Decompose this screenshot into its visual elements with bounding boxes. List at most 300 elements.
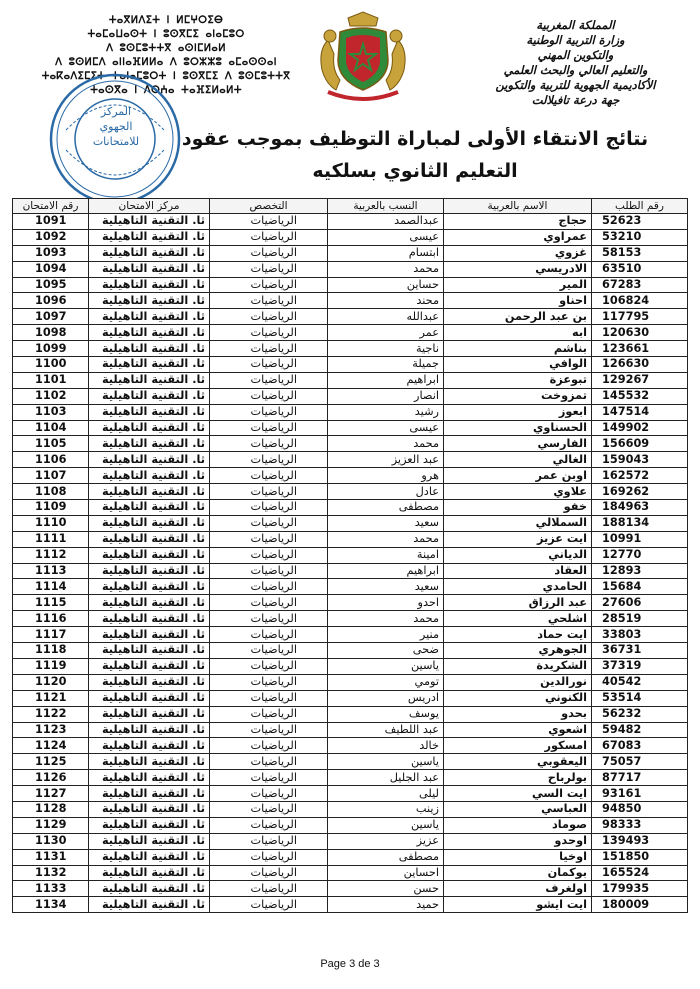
request-no-cell: 151850 xyxy=(592,849,688,865)
exam-no-cell: 1096 xyxy=(13,293,89,309)
last-name-cell: تبوعزة xyxy=(444,372,592,388)
exam-center-cell: ثا. التقنية التاهيلية xyxy=(89,388,210,404)
specialty-cell: الرياضيات xyxy=(210,404,328,420)
first-name-cell: ناجية xyxy=(328,341,444,357)
table-row xyxy=(13,261,688,277)
last-name-cell: بناشم xyxy=(444,341,592,357)
exam-center-cell: ثا. التقنية التاهيلية xyxy=(89,643,210,659)
specialty-cell: الرياضيات xyxy=(210,738,328,754)
specialty-cell: الرياضيات xyxy=(210,515,328,531)
exam-no-cell: 1126 xyxy=(13,770,89,786)
last-name-cell: الكنوني xyxy=(444,690,592,706)
table-row xyxy=(13,706,688,722)
exam-no-cell: 1106 xyxy=(13,452,89,468)
specialty-cell: الرياضيات xyxy=(210,214,328,230)
table-row xyxy=(13,738,688,754)
specialty-cell: الرياضيات xyxy=(210,881,328,897)
exam-center-cell: ثا. التقنية التاهيلية xyxy=(89,595,210,611)
first-name-cell: عبد الجليل xyxy=(328,770,444,786)
table-row xyxy=(13,372,688,388)
first-name-cell: امينة xyxy=(328,547,444,563)
specialty-cell: الرياضيات xyxy=(210,627,328,643)
exam-center-cell: ثا. التقنية التاهيلية xyxy=(89,436,210,452)
exam-no-cell: 1091 xyxy=(13,214,89,230)
table-row xyxy=(13,563,688,579)
arabic-header-line: والتعليم العالي والبحث العلمي xyxy=(503,63,648,77)
specialty-cell: الرياضيات xyxy=(210,547,328,563)
table-row xyxy=(13,849,688,865)
request-no-cell: 98333 xyxy=(592,817,688,833)
exam-center-cell: ثا. التقنية التاهيلية xyxy=(89,515,210,531)
exam-no-cell: 1121 xyxy=(13,690,89,706)
exam-center-cell: ثا. التقنية التاهيلية xyxy=(89,611,210,627)
request-no-cell: 145532 xyxy=(592,388,688,404)
first-name-cell: يوسف xyxy=(328,706,444,722)
first-name-cell: عادل xyxy=(328,484,444,500)
last-name-cell: الحامدي xyxy=(444,579,592,595)
exam-center-cell: ثا. التقنية التاهيلية xyxy=(89,214,210,230)
exam-center-cell: ثا. التقنية التاهيلية xyxy=(89,468,210,484)
request-no-cell: 126630 xyxy=(592,357,688,373)
column-header-exam-center: مركز الامتحان xyxy=(89,199,210,214)
specialty-cell: الرياضيات xyxy=(210,754,328,770)
table-row xyxy=(13,468,688,484)
last-name-cell: عمراوي xyxy=(444,229,592,245)
specialty-cell: الرياضيات xyxy=(210,817,328,833)
exam-no-cell: 1134 xyxy=(13,897,89,913)
document-title: نتائج الانتقاء الأولى لمباراة التوظيف بموجب عقود xyxy=(181,128,649,150)
exam-no-cell: 1110 xyxy=(13,515,89,531)
request-no-cell: 56232 xyxy=(592,706,688,722)
exam-center-cell: ثا. التقنية التاهيلية xyxy=(89,722,210,738)
last-name-cell: اولغرف xyxy=(444,881,592,897)
specialty-cell: الرياضيات xyxy=(210,341,328,357)
last-name-cell: الجوهري xyxy=(444,643,592,659)
request-no-cell: 179935 xyxy=(592,881,688,897)
exam-no-cell: 1107 xyxy=(13,468,89,484)
exam-center-cell: ثا. التقنية التاهيلية xyxy=(89,245,210,261)
specialty-cell: الرياضيات xyxy=(210,293,328,309)
request-no-cell: 87717 xyxy=(592,770,688,786)
exam-center-cell: ثا. التقنية التاهيلية xyxy=(89,261,210,277)
last-name-cell: المير xyxy=(444,277,592,293)
table-row xyxy=(13,452,688,468)
exam-no-cell: 1118 xyxy=(13,643,89,659)
request-no-cell: 180009 xyxy=(592,897,688,913)
last-name-cell: علاوي xyxy=(444,484,592,500)
request-no-cell: 36731 xyxy=(592,643,688,659)
table-row xyxy=(13,881,688,897)
table-row xyxy=(13,643,688,659)
last-name-cell: بحدو xyxy=(444,706,592,722)
exam-no-cell: 1116 xyxy=(13,611,89,627)
stamp-line: للامتحانات xyxy=(92,135,140,148)
specialty-cell: الرياضيات xyxy=(210,452,328,468)
table-header-row xyxy=(13,199,688,214)
first-name-cell: ابراهيم xyxy=(328,563,444,579)
last-name-cell: تمزوخت xyxy=(444,388,592,404)
first-name-cell: حسن xyxy=(328,881,444,897)
table-row xyxy=(13,404,688,420)
request-no-cell: 165524 xyxy=(592,865,688,881)
table-row xyxy=(13,897,688,913)
specialty-cell: الرياضيات xyxy=(210,706,328,722)
specialty-cell: الرياضيات xyxy=(210,897,328,913)
request-no-cell: 147514 xyxy=(592,404,688,420)
request-no-cell: 139493 xyxy=(592,833,688,849)
arabic-header-line: الأكاديمية الجهوية للتربية والتكوين xyxy=(495,78,656,92)
exam-no-cell: 1114 xyxy=(13,579,89,595)
request-no-cell: 37319 xyxy=(592,658,688,674)
last-name-cell: الشكريدة xyxy=(444,658,592,674)
request-no-cell: 117795 xyxy=(592,309,688,325)
request-no-cell: 12770 xyxy=(592,547,688,563)
exam-center-cell: ثا. التقنية التاهيلية xyxy=(89,277,210,293)
request-no-cell: 53210 xyxy=(592,229,688,245)
tifinagh-line: ⵜⴰⴳⵍⴷⵉⵜ ⵏ ⵍⵎⵖⵔⵉⴱ xyxy=(108,15,224,26)
stamp-text xyxy=(86,104,146,149)
table-row xyxy=(13,277,688,293)
last-name-cell: صوماد xyxy=(444,817,592,833)
first-name-cell: عزيز xyxy=(328,833,444,849)
first-name-cell: حساين xyxy=(328,277,444,293)
first-name-cell: ياسين xyxy=(328,754,444,770)
exam-center-cell: ثا. التقنية التاهيلية xyxy=(89,579,210,595)
table-row xyxy=(13,420,688,436)
exam-no-cell: 1097 xyxy=(13,309,89,325)
specialty-cell: الرياضيات xyxy=(210,484,328,500)
exam-center-cell: ثا. التقنية التاهيلية xyxy=(89,309,210,325)
last-name-cell: عبد الرزاق xyxy=(444,595,592,611)
request-no-cell: 67283 xyxy=(592,277,688,293)
specialty-cell: الرياضيات xyxy=(210,436,328,452)
first-name-cell: عيسى xyxy=(328,420,444,436)
column-header-specialty: التخصص xyxy=(210,199,328,214)
specialty-cell: الرياضيات xyxy=(210,468,328,484)
table-row xyxy=(13,833,688,849)
specialty-cell: الرياضيات xyxy=(210,372,328,388)
exam-center-cell: ثا. التقنية التاهيلية xyxy=(89,531,210,547)
exam-no-cell: 1101 xyxy=(13,372,89,388)
specialty-cell: الرياضيات xyxy=(210,595,328,611)
first-name-cell: ياسين xyxy=(328,658,444,674)
first-name-cell: سعيد xyxy=(328,579,444,595)
table-row xyxy=(13,341,688,357)
arabic-ministry-header xyxy=(473,18,678,108)
table-row xyxy=(13,865,688,881)
first-name-cell: عبد اللطيف xyxy=(328,722,444,738)
request-no-cell: 63510 xyxy=(592,261,688,277)
exam-center-cell: ثا. التقنية التاهيلية xyxy=(89,452,210,468)
tifinagh-line: ⵜⴰⵙⴳⴰ ⵏ ⴷⵔⵄⴰ ⵜⴰⴼⵉⵍⴰⵍⵜ xyxy=(90,85,242,96)
arabic-header-line: جهة درعة تافيلالت xyxy=(531,93,620,107)
specialty-cell: الرياضيات xyxy=(210,261,328,277)
first-name-cell: حميد xyxy=(328,897,444,913)
exam-no-cell: 1124 xyxy=(13,738,89,754)
last-name-cell: الحسناوي xyxy=(444,420,592,436)
exam-center-cell: ثا. التقنية التاهيلية xyxy=(89,817,210,833)
exam-center-cell: ثا. التقنية التاهيلية xyxy=(89,786,210,802)
exam-no-cell: 1095 xyxy=(13,277,89,293)
exam-no-cell: 1128 xyxy=(13,801,89,817)
exam-no-cell: 1127 xyxy=(13,786,89,802)
last-name-cell: اشعوي xyxy=(444,722,592,738)
request-no-cell: 27606 xyxy=(592,595,688,611)
table-row xyxy=(13,595,688,611)
table-row xyxy=(13,627,688,643)
last-name-cell: الدياني xyxy=(444,547,592,563)
request-no-cell: 159043 xyxy=(592,452,688,468)
column-header-exam-no: رقم الامتحان xyxy=(13,199,89,214)
first-name-cell: منير xyxy=(328,627,444,643)
last-name-cell: ايت عزيز xyxy=(444,531,592,547)
exam-center-cell: ثا. التقنية التاهيلية xyxy=(89,865,210,881)
exam-no-cell: 1103 xyxy=(13,404,89,420)
last-name-cell: بولرباح xyxy=(444,770,592,786)
last-name-cell: خفو xyxy=(444,500,592,516)
table-row xyxy=(13,309,688,325)
tifinagh-line: ⵜⴰⴽⴰⴷⵉⵎⵉⵜ ⵜⴰⵏⴰⵎⵓⵔⵜ ⵏ ⵓⵙⴳⵎⵉ ⴷ ⵓⵙⵎⵓⵜⵜⴳ xyxy=(41,71,291,82)
first-name-cell: ادريس xyxy=(328,690,444,706)
first-name-cell: مصطفى xyxy=(328,500,444,516)
exam-center-cell: ثا. التقنية التاهيلية xyxy=(89,754,210,770)
stamp-line: الجهوي xyxy=(99,120,133,133)
request-no-cell: 28519 xyxy=(592,611,688,627)
last-name-cell: احناو xyxy=(444,293,592,309)
last-name-cell: بوكمان xyxy=(444,865,592,881)
exam-no-cell: 1123 xyxy=(13,722,89,738)
first-name-cell: رشيد xyxy=(328,404,444,420)
first-name-cell: ابتسام xyxy=(328,245,444,261)
request-no-cell: 59482 xyxy=(592,722,688,738)
first-name-cell: عبدالصمد xyxy=(328,214,444,230)
request-no-cell: 75057 xyxy=(592,754,688,770)
specialty-cell: الرياضيات xyxy=(210,325,328,341)
specialty-cell: الرياضيات xyxy=(210,277,328,293)
exam-no-cell: 1132 xyxy=(13,865,89,881)
exam-center-cell: ثا. التقنية التاهيلية xyxy=(89,770,210,786)
last-name-cell: نورالدين xyxy=(444,674,592,690)
specialty-cell: الرياضيات xyxy=(210,833,328,849)
column-header-request-no: رقم الطلب xyxy=(592,199,688,214)
table-row xyxy=(13,515,688,531)
exam-no-cell: 1133 xyxy=(13,881,89,897)
last-name-cell: حجاج xyxy=(444,214,592,230)
tifinagh-line: ⵜⴰⵎⴰⵡⴰⵙⵜ ⵏ ⵓⵙⴳⵎⵉ ⴰⵏⴰⵎⵓⵔ xyxy=(87,29,245,40)
specialty-cell: الرياضيات xyxy=(210,658,328,674)
table-row xyxy=(13,388,688,404)
column-header-first-name: النسب بالعربية xyxy=(328,199,444,214)
specialty-cell: الرياضيات xyxy=(210,770,328,786)
exam-no-cell: 1112 xyxy=(13,547,89,563)
first-name-cell: ليلى xyxy=(328,786,444,802)
exam-center-cell: ثا. التقنية التاهيلية xyxy=(89,420,210,436)
specialty-cell: الرياضيات xyxy=(210,865,328,881)
table-row xyxy=(13,690,688,706)
exam-center-cell: ثا. التقنية التاهيلية xyxy=(89,229,210,245)
exam-center-cell: ثا. التقنية التاهيلية xyxy=(89,881,210,897)
exam-center-cell: ثا. التقنية التاهيلية xyxy=(89,690,210,706)
table-row xyxy=(13,531,688,547)
first-name-cell: عبدالله xyxy=(328,309,444,325)
specialty-cell: الرياضيات xyxy=(210,786,328,802)
first-name-cell: محمد xyxy=(328,611,444,627)
exam-center-cell: ثا. التقنية التاهيلية xyxy=(89,833,210,849)
last-name-cell: ايت ايشو xyxy=(444,897,592,913)
table-row xyxy=(13,801,688,817)
specialty-cell: الرياضيات xyxy=(210,563,328,579)
request-no-cell: 94850 xyxy=(592,801,688,817)
moroccan-coat-of-arms-icon xyxy=(308,10,418,102)
specialty-cell: الرياضيات xyxy=(210,611,328,627)
table-row xyxy=(13,357,688,373)
table-row xyxy=(13,500,688,516)
table-row xyxy=(13,579,688,595)
last-name-cell: غزوي xyxy=(444,245,592,261)
last-name-cell: ابعوز xyxy=(444,404,592,420)
specialty-cell: الرياضيات xyxy=(210,674,328,690)
last-name-cell: اشلحي xyxy=(444,611,592,627)
request-no-cell: 15684 xyxy=(592,579,688,595)
exam-no-cell: 1120 xyxy=(13,674,89,690)
table-row xyxy=(13,786,688,802)
first-name-cell: عبد العزيز xyxy=(328,452,444,468)
table-row xyxy=(13,722,688,738)
first-name-cell: خالد xyxy=(328,738,444,754)
last-name-cell: السملالي xyxy=(444,515,592,531)
last-name-cell: اليعقوبي xyxy=(444,754,592,770)
exam-center-cell: ثا. التقنية التاهيلية xyxy=(89,849,210,865)
request-no-cell: 184963 xyxy=(592,500,688,516)
specialty-cell: الرياضيات xyxy=(210,579,328,595)
last-name-cell: العقاد xyxy=(444,563,592,579)
request-no-cell: 120630 xyxy=(592,325,688,341)
exam-no-cell: 1122 xyxy=(13,706,89,722)
specialty-cell: الرياضيات xyxy=(210,500,328,516)
last-name-cell: امسكور xyxy=(444,738,592,754)
request-no-cell: 40542 xyxy=(592,674,688,690)
specialty-cell: الرياضيات xyxy=(210,388,328,404)
exam-no-cell: 1098 xyxy=(13,325,89,341)
column-header-last-name: الاسم بالعربية xyxy=(444,199,592,214)
exam-center-cell: ثا. التقنية التاهيلية xyxy=(89,658,210,674)
last-name-cell: اوخيا xyxy=(444,849,592,865)
last-name-cell: ابه xyxy=(444,325,592,341)
document-subtitle: التعليم الثانوي بسلكيه xyxy=(312,160,518,182)
first-name-cell: مصطفى xyxy=(328,849,444,865)
last-name-cell: الفارسي xyxy=(444,436,592,452)
last-name-cell: الادريسي xyxy=(444,261,592,277)
table-row xyxy=(13,214,688,230)
specialty-cell: الرياضيات xyxy=(210,357,328,373)
exam-no-cell: 1117 xyxy=(13,627,89,643)
table-row xyxy=(13,436,688,452)
first-name-cell: عيسى xyxy=(328,229,444,245)
first-name-cell: ياسين xyxy=(328,817,444,833)
specialty-cell: الرياضيات xyxy=(210,229,328,245)
specialty-cell: الرياضيات xyxy=(210,690,328,706)
table-row xyxy=(13,770,688,786)
table-row xyxy=(13,229,688,245)
specialty-cell: الرياضيات xyxy=(210,309,328,325)
first-name-cell: انصار xyxy=(328,388,444,404)
exam-center-cell: ثا. التقنية التاهيلية xyxy=(89,500,210,516)
exam-center-cell: ثا. التقنية التاهيلية xyxy=(89,706,210,722)
tifinagh-line: ⴷ ⵓⵙⵎⵓⵜⵜⴳ ⴰⵙⵏⵎⵍⴰⵍ xyxy=(106,43,226,54)
page-number: Page 3 de 3 xyxy=(320,958,380,970)
first-name-cell: ضحى xyxy=(328,643,444,659)
request-no-cell: 162572 xyxy=(592,468,688,484)
exam-center-cell: ثا. التقنية التاهيلية xyxy=(89,293,210,309)
request-no-cell: 10991 xyxy=(592,531,688,547)
request-no-cell: 156609 xyxy=(592,436,688,452)
exam-no-cell: 1115 xyxy=(13,595,89,611)
table-row xyxy=(13,245,688,261)
first-name-cell: عمر xyxy=(328,325,444,341)
first-name-cell: زينب xyxy=(328,801,444,817)
exam-no-cell: 1100 xyxy=(13,357,89,373)
exam-center-cell: ثا. التقنية التاهيلية xyxy=(89,627,210,643)
exam-no-cell: 1130 xyxy=(13,833,89,849)
exam-center-cell: ثا. التقنية التاهيلية xyxy=(89,897,210,913)
exam-center-cell: ثا. التقنية التاهيلية xyxy=(89,372,210,388)
first-name-cell: ابراهيم xyxy=(328,372,444,388)
specialty-cell: الرياضيات xyxy=(210,420,328,436)
exam-no-cell: 1129 xyxy=(13,817,89,833)
table-row xyxy=(13,658,688,674)
results-table xyxy=(12,198,688,913)
last-name-cell: ايت حماد xyxy=(444,627,592,643)
exam-no-cell: 1093 xyxy=(13,245,89,261)
last-name-cell: اوبن عمر xyxy=(444,468,592,484)
exam-no-cell: 1108 xyxy=(13,484,89,500)
first-name-cell: محمد xyxy=(328,261,444,277)
exam-center-cell: ثا. التقنية التاهيلية xyxy=(89,484,210,500)
exam-center-cell: ثا. التقنية التاهيلية xyxy=(89,357,210,373)
tifinagh-line: ⴷ ⵓⵙⵍⵎⴷ ⴰⵏⵏⴰⴼⵍⵍⴰ ⴷ ⵓⵔⵣⵣⵓ ⴰⵎⴰⵙⵙⴰⵏ xyxy=(55,57,277,68)
table-row xyxy=(13,484,688,500)
request-no-cell: 52623 xyxy=(592,214,688,230)
first-name-cell: احساين xyxy=(328,865,444,881)
first-name-cell: محمد xyxy=(328,436,444,452)
table-row xyxy=(13,754,688,770)
request-no-cell: 169262 xyxy=(592,484,688,500)
exam-no-cell: 1092 xyxy=(13,229,89,245)
table-row xyxy=(13,547,688,563)
exam-center-cell: ثا. التقنية التاهيلية xyxy=(89,325,210,341)
specialty-cell: الرياضيات xyxy=(210,643,328,659)
table-row xyxy=(13,325,688,341)
specialty-cell: الرياضيات xyxy=(210,801,328,817)
request-no-cell: 149902 xyxy=(592,420,688,436)
request-no-cell: 106824 xyxy=(592,293,688,309)
last-name-cell: ايت السي xyxy=(444,786,592,802)
request-no-cell: 188134 xyxy=(592,515,688,531)
specialty-cell: الرياضيات xyxy=(210,849,328,865)
exam-no-cell: 1119 xyxy=(13,658,89,674)
first-name-cell: جميلة xyxy=(328,357,444,373)
specialty-cell: الرياضيات xyxy=(210,245,328,261)
exam-center-cell: ثا. التقنية التاهيلية xyxy=(89,738,210,754)
exam-center-cell: ثا. التقنية التاهيلية xyxy=(89,547,210,563)
exam-no-cell: 1125 xyxy=(13,754,89,770)
request-no-cell: 58153 xyxy=(592,245,688,261)
exam-no-cell: 1111 xyxy=(13,531,89,547)
last-name-cell: اوحدو xyxy=(444,833,592,849)
exam-no-cell: 1109 xyxy=(13,500,89,516)
table-row xyxy=(13,293,688,309)
request-no-cell: 129267 xyxy=(592,372,688,388)
